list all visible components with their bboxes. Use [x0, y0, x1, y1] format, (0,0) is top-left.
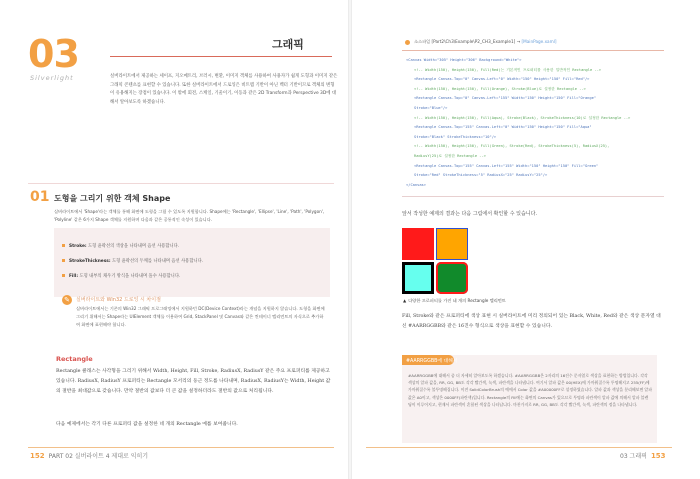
rectangle-figure: [402, 228, 469, 295]
footer-rule-left: [28, 447, 334, 448]
chapter-title: 그래픽: [272, 38, 304, 51]
list-item: [62, 273, 180, 279]
code-line: <!-- Width(150), Height(150), Fill(Orange), Stroke(Blue)로 설정한 Rectangle -->: [414, 86, 586, 91]
bullet-icon: [62, 259, 65, 262]
property-list: [54, 228, 330, 297]
chapter-label: Silverlight: [30, 74, 74, 82]
figure-caption-text: 다양한 프로퍼티를 가진 네 개의 Rectangle 엘리먼트: [408, 298, 506, 303]
code-line: <Rectangle Canvas.Top="0" Canvas.Left="0" Width="150" Height="150" Fill="Red"/>: [414, 77, 590, 82]
code-line: Stroke="Blue"/>: [414, 106, 448, 110]
bullet-text: 도형 내부의 채우기 방식을 나타내며 돌수 사용합니다.: [79, 274, 181, 279]
footer-rule-right: [366, 447, 672, 448]
caption-triangle-icon: ▲: [403, 298, 407, 303]
footer-text: 03 그래픽: [620, 453, 647, 460]
list-item: [62, 243, 179, 249]
bullet-key: Stroke:: [69, 244, 87, 249]
figure-caption: [403, 298, 506, 304]
tip-title: 실버라이트와 Win32 드로잉 시 차이점: [76, 297, 161, 303]
chapter-intro: 실버라이트에서 제공하는 셰이프, 지오메트리, 브러시, 변환, 이미지 객체를 사용하여 사용자가 쉽게 도형과 이미지 같은 그래픽 콘텐츠를 표현할 수 있습니다. 또한 실버라이트에서 드로잉은 비트맵 기반이 아닌 벡터 기반이므로 객체의 변형이 유용해지는 장점이 있습니다. 이 밖에 회전, 스케일, 기울이기, 이동과 같은 2D Transform과 Perspective 3D에 대해서 알아보도록 하겠습니다.: [110, 74, 338, 105]
section-title: 도형을 그리기 위한 객체 Shape: [54, 194, 171, 203]
chapter-number: 03: [28, 32, 79, 76]
footer-text: PART 02 실버라이트 4 제대로 익히기: [48, 453, 149, 460]
code-title-rule: [402, 50, 664, 51]
code-title-text: 소스파일 [Part2\Ch3\Example\P2_CH3_Example1] →: [414, 39, 521, 44]
footer-left: [30, 451, 148, 460]
bullet-key: StrokeThickness:: [69, 259, 111, 264]
section-divider: [28, 183, 334, 184]
code-bottom-rule: [402, 196, 664, 197]
list-item: [62, 258, 203, 264]
tip-body: 실버라이트에서는 기존의 Win32 그래픽 프로그래밍에서 지원하던 DC(Device Context)라는 개념을 지원하지 않습니다. 도형을 화면에 그리기 위해서는 Shape라는 UIElement 객체를 이용하여 Grid, StackPanel 및 Canvas와 같은 컨테이너 엘리먼트의 자식으로 추가하여 화면에 표현해야 합니다.: [76, 306, 325, 327]
code-listing: [402, 54, 664, 194]
bullet-key: Fill:: [69, 274, 79, 279]
source-file-icon: [405, 40, 410, 45]
code-line: <!-- Width(150), Height(150), Fill(Red)는 기본적인 프로퍼티를 사용한 일반적인 Rectangle -->: [414, 67, 602, 72]
code-line: <!-- Width(150), Height(150), Fill(Green), Stroke(Red), StrokeThickness(5), RadiusX(25),: [414, 144, 610, 149]
rectangle-aqua: [402, 262, 434, 294]
code-file-link: [MainPage.xaml]: [521, 39, 557, 44]
code-title: [414, 39, 557, 45]
code-line: <!-- Width(150), Height(150), Fill(Aqua), Stroke(Black), StrokeThickness(10)로 설정한 Rectangle -->: [414, 115, 631, 120]
code-line: <Canvas Width="305" Height="306" Background="White">: [406, 58, 522, 62]
code-line: RadiusY(25)로 설정한 Rectangle -->: [414, 154, 486, 158]
rectangle-green: [436, 262, 468, 294]
bullet-text: 도형 윤곽선의 두께를 나타내며 음선 사용합니다.: [111, 259, 204, 264]
rectangle-orange: [436, 228, 468, 260]
code-line: <Rectangle Canvas.Top="155" Canvas.Left="0" Width="150" Height="150" Fill="Aqua": [414, 125, 592, 130]
footer-right: [620, 451, 666, 460]
result-description: 앞서 작성한 예제의 결과는 다음 그림에서 확인할 수 있습니다.: [402, 211, 538, 217]
code-line: <Rectangle Canvas.Top="0" Canvas.Left="155" Width="150" Height="150" Fill="Orange": [414, 96, 597, 101]
code-line: </Canvas>: [406, 182, 426, 187]
code-line: <Rectangle Canvas.Top="155" Canvas.Left="155" Width="150" Height="150" Fill="Green": [414, 163, 599, 168]
page-number: 152: [30, 452, 45, 460]
book-gutter: [348, 0, 352, 479]
note-body: #AARRGGBB에 대해서 좀 더 자세히 알아보도록 하겠습니다. #AARRGGBB은 2자리의 16진수 문자열로 색상을 표현하는 방법입니다. 각각 색상의 알파 값을, RR, GG, BB도 각각 빨간색, 녹색, 파란색을 나타냅니다. 여기서 알파 값은 00(HEX)에 가까워질수록 투명해지고 255(FF)에 가까워질수록 불투명해집니다. 이전 SolidColorBrush의 예에서 Color 값을 #A00000FF로 설정하였습니다. 알파 값과 색상을 분리해보면 알파 값은 A0이고, 색상은 0000FF(파란색)입니다. Rectangle의 Fill에는 화면의 Canvas가 있으므로 투명과 파란색이 알파 값에 의해서 알파 블렌딩이 이루어지고, 현재서 파란색이 혼합된 색상을 나타납니다. 마찬가지로 RR, GG, BB도 각각 빨간색, 녹색, 파란색의 정을 나타냅니다.: [408, 373, 652, 407]
tip-icon: ✎: [62, 295, 72, 305]
section-number: 01: [30, 189, 50, 205]
page-number: 153: [650, 452, 666, 460]
rectangle-red: [402, 228, 434, 260]
bullet-icon: [62, 244, 65, 247]
title-rule: [110, 56, 332, 57]
rectangle-body: Rectangle 클래스는 사각형을 그리기 위해서 Width, Height, Fill, Stroke, RadiusX, RadiusY 같은 주요 프로퍼티를 제공하고 있습니다. RadiusX, RadiusY 프로퍼티는 Rectangle 모서리의 둥근 정도를 나타내며, RadiusX, RadiusY는 Width, Height 값의 절반을 최대값으로 갖습니다. 만약 절반의 값보다 더 큰 값을 설정하더라도 절반의 값으로 처리됩니다.: [56, 369, 331, 394]
rectangle-body-2: 다음 예제에서는 각기 다른 프로퍼티 값을 설정한 네 개의 Rectangle 예를 보여줍니다.: [56, 422, 238, 427]
bullet-text: 도형 윤곽선의 색상을 나타내며 음선 사용합니다.: [87, 244, 180, 249]
bullet-icon: [62, 274, 65, 277]
section-description: 실버라이트에서 'Shape'라는 객체를 통해 화면에 도형을 그릴 수 있도록 지원합니다. Shape에는 'Rectangle', 'Ellipse', 'Line', 'Path', 'Polygon', 'Polyline' 같은 6가지 Shape 객체를 지원하며 다음과 같은 공통적인 속성이 있습니다.: [54, 209, 325, 222]
fill-paragraph: Fill, Stroke와 같은 프로퍼티에 색상 표현 시 실버라이트에 미리 정의되어 있는 Black, White, Red와 같은 색상 문자열 대신 #AARRGGBB와 같은 16진수 형식으로 색상을 표현할 수 있습니다.: [402, 314, 661, 329]
code-line: Stroke="Black" StrokeThickness="10"/>: [414, 134, 497, 139]
code-line: Stroke="Red" StrokeThickness="5" RadiusX="25" RadiusY="25"/>: [414, 173, 548, 178]
rectangle-heading: Rectangle: [56, 355, 93, 363]
note-title: #AARRGGBB에 대해서: [406, 359, 458, 364]
